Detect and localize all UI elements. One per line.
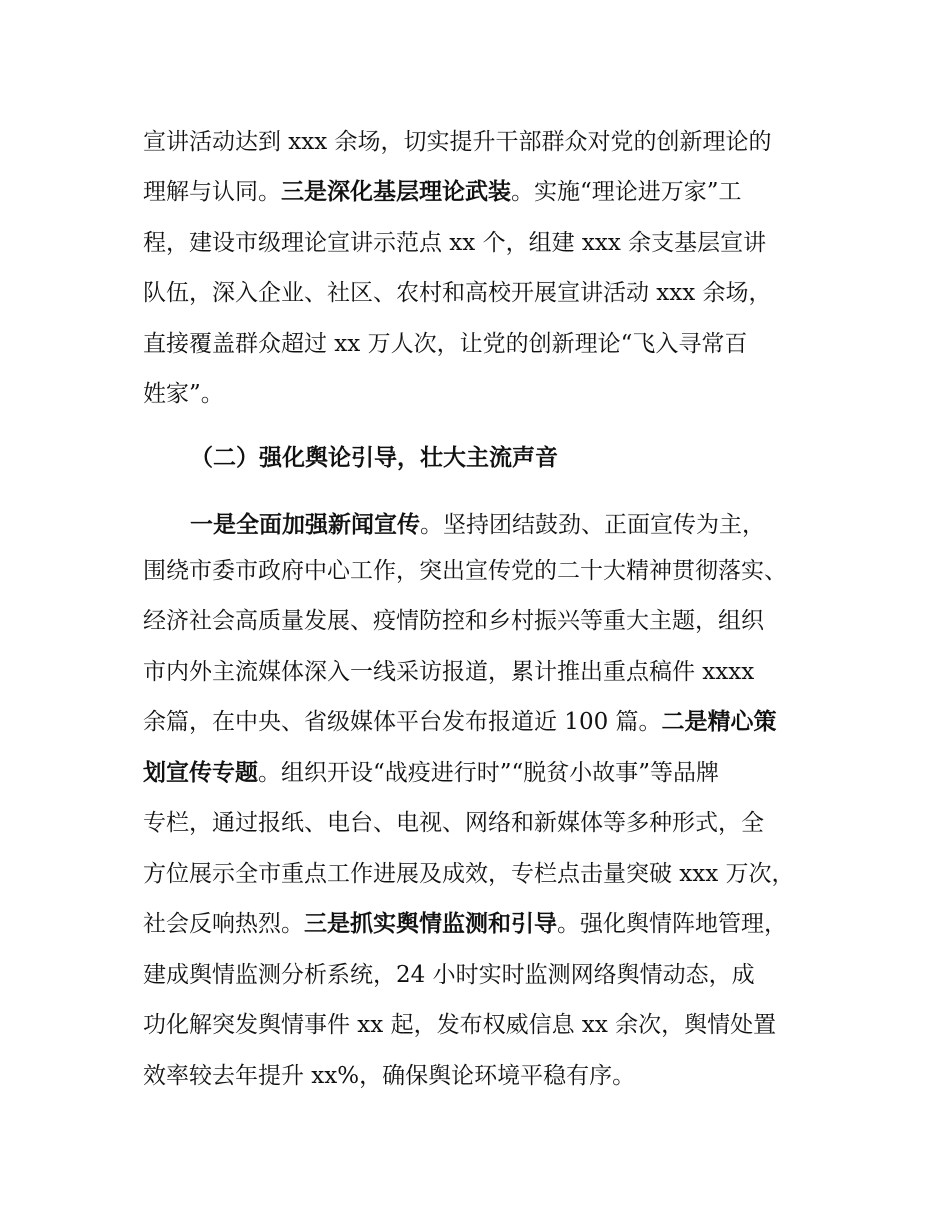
text-run: 余篇，在中央、省级媒体平台发布报道近 100 篇。	[143, 709, 662, 735]
paragraph-line: 经济社会高质量发展、疫情防控和乡村振兴等重大主题，组织	[143, 608, 764, 634]
bold-key-point: 划宣传专题	[143, 760, 258, 786]
paragraph-line: 宣讲活动达到 xxx 余场，切实提升干部群众对党的创新理论的	[143, 129, 772, 155]
paragraph-line: 围绕市委市政府中心工作，突出宣传党的二十大精神贯彻落实、	[143, 558, 787, 584]
paragraph-line	[143, 707, 777, 737]
paragraph-line: 方位展示全市重点工作进展及成效，专栏点击量突破 xxx 万次，	[143, 861, 795, 887]
paragraph-line: 姓家”。	[143, 381, 224, 407]
paragraph-line: 专栏，通过报纸、电台、电视、网络和新媒体等多种形式，全	[143, 810, 764, 836]
paragraph-line: 市内外主流媒体深入一线采访报道，累计推出重点稿件 xxxx	[143, 659, 755, 685]
text-run: 。组织开设“战疫进行时”“脱贫小故事”等品牌	[258, 760, 720, 786]
bold-key-point: 三是抓实舆情监测和引导	[304, 911, 557, 937]
paragraph-line: 直接覆盖群众超过 xx 万人次，让党的创新理论“飞入寻常百	[143, 331, 748, 357]
paragraph-line	[143, 177, 742, 207]
text-run: 。强化舆情阵地管理，	[557, 911, 787, 937]
text-run: 。实施“理论进万家”工	[511, 179, 742, 205]
paragraph-line	[143, 758, 719, 788]
bold-key-point: 二是精心策	[661, 709, 777, 735]
paragraph-line: 效率较去年提升 xx%，确保舆论环境平稳有序。	[143, 1063, 636, 1089]
bold-key-point: 一是全面加强新闻宣传	[190, 512, 420, 538]
text-run: 理解与认同。	[143, 179, 281, 205]
paragraph-line	[190, 510, 765, 540]
text-run: 。坚持团结鼓劲、正面宣传为主，	[420, 512, 765, 538]
paragraph-line	[143, 909, 787, 939]
paragraph-line: 功化解突发舆情事件 xx 起，发布权威信息 xx 余次，舆情处置	[143, 1012, 777, 1038]
section-heading: （二）强化舆论引导，壮大主流声音	[190, 445, 558, 471]
paragraph-line: 队伍，深入企业、社区、农村和高校开展宣讲活动 xxx 余场，	[143, 280, 772, 306]
bold-key-point: 三是深化基层理论武装	[281, 179, 511, 205]
paragraph-line: 程，建设市级理论宣讲示范点 xx 个，组建 xxx 余支基层宣讲	[143, 230, 767, 256]
paragraph-line: 建成舆情监测分析系统，24 小时实时监测网络舆情动态，成	[143, 962, 755, 988]
text-run: 社会反响热烈。	[143, 911, 304, 937]
